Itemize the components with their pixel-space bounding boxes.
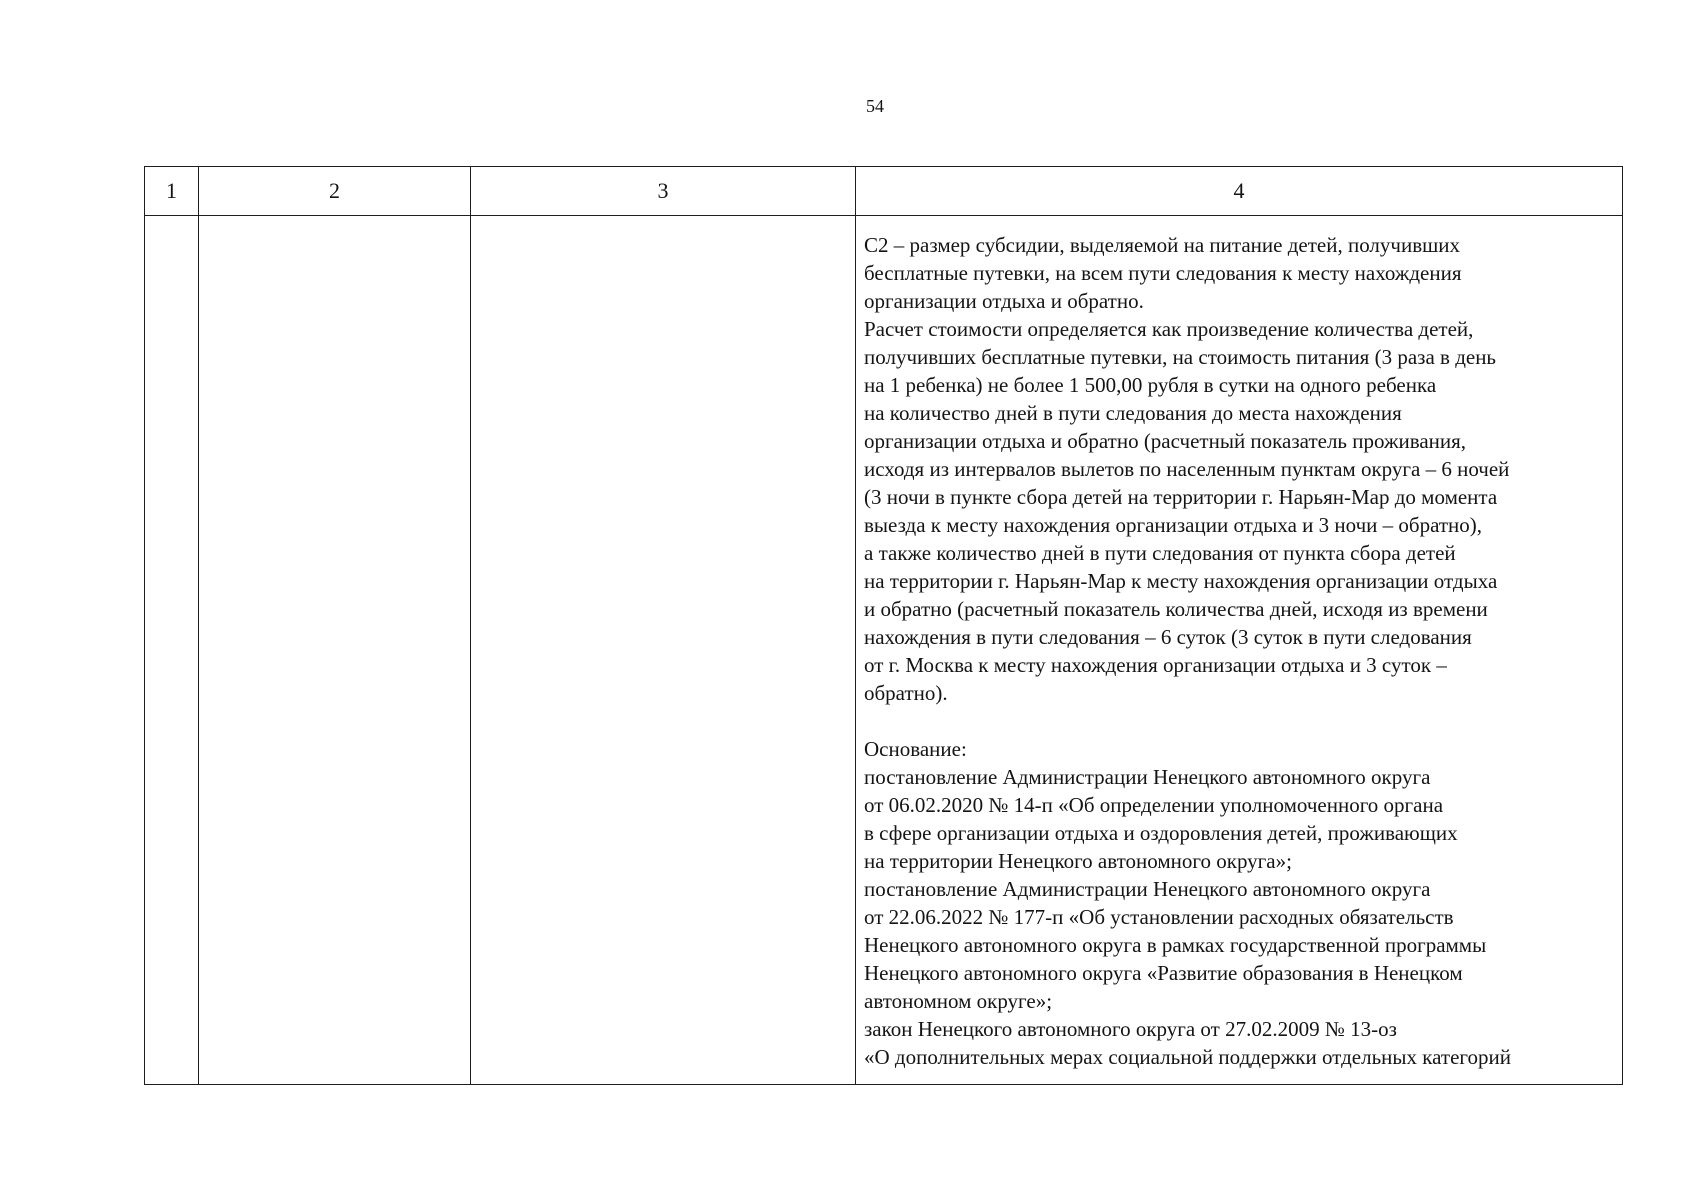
- header-cell-3: 3: [471, 167, 856, 216]
- header-cell-4: 4: [856, 167, 1623, 216]
- text-line: на территории Ненецкого автономного округа»;: [864, 849, 1292, 873]
- table-row: [145, 216, 1623, 1085]
- text-line: закон Ненецкого автономного округа от 27.02.2009 № 13-оз: [864, 1017, 1397, 1041]
- text-line: от 06.02.2020 № 14-п «Об определении уполномоченного органа: [864, 793, 1444, 817]
- text-line: а также количество дней в пути следования от пункта сбора детей: [864, 541, 1456, 565]
- text-line: Ненецкого автономного округа «Развитие образования в Ненецком: [864, 961, 1463, 985]
- document-table: [144, 166, 1623, 1085]
- header-cell-1: 1: [145, 167, 199, 216]
- text-line: на количество дней в пути следования до места нахождения: [864, 401, 1402, 425]
- header-cell-2: 2: [199, 167, 471, 216]
- text-line: нахождения в пути следования – 6 суток (3 суток в пути следования: [864, 625, 1472, 649]
- table-header-row: [145, 167, 1623, 216]
- paragraph-gap: [864, 707, 1614, 735]
- text-line: «О дополнительных мерах социальной поддержки отдельных категорий: [864, 1045, 1511, 1069]
- text-line: исходя из интервалов вылетов по населенным пунктам округа – 6 ночей: [864, 457, 1510, 481]
- text-line: Расчет стоимости определяется как произведение количества детей,: [864, 317, 1474, 341]
- text-line: обратно).: [864, 681, 948, 705]
- text-line: автономном округе»;: [864, 989, 1053, 1013]
- text-line: от 22.06.2022 № 177-п «Об установлении расходных обязательств: [864, 905, 1454, 929]
- text-line: выезда к месту нахождения организации отдыха и 3 ночи – обратно),: [864, 513, 1483, 537]
- text-line: получивших бесплатные путевки, на стоимость питания (3 раза в день: [864, 345, 1497, 369]
- text-line: бесплатные путевки, на всем пути следования к месту нахождения: [864, 261, 1462, 285]
- cell-col-4-text: [856, 216, 1622, 1071]
- text-line: от г. Москва к месту нахождения организации отдыха и 3 суток –: [864, 653, 1447, 677]
- cell-col-4: [856, 216, 1623, 1085]
- cell-col-2: [199, 216, 471, 1085]
- text-line: на территории г. Нарьян-Мар к месту нахождения организации отдыха: [864, 569, 1498, 593]
- text-line: С2 – размер субсидии, выделяемой на питание детей, получивших: [864, 233, 1461, 257]
- cell-col-3: [471, 216, 856, 1085]
- text-line: на 1 ребенка) не более 1 500,00 рубля в сутки на одного ребенка: [864, 373, 1437, 397]
- text-line: (3 ночи в пункте сбора детей на территории г. Нарьян-Мар до момента: [864, 485, 1498, 509]
- text-line: постановление Администрации Ненецкого автономного округа: [864, 877, 1431, 901]
- text-line: в сфере организации отдыха и оздоровления детей, проживающих: [864, 821, 1458, 845]
- text-line: и обратно (расчетный показатель количества дней, исходя из времени: [864, 597, 1488, 621]
- page-number: 54: [866, 96, 884, 116]
- basis-heading: Основание:: [864, 737, 967, 761]
- text-line: организации отдыха и обратно.: [864, 289, 1144, 313]
- cell-col-1: [145, 216, 199, 1085]
- text-line: организации отдыха и обратно (расчетный показатель проживания,: [864, 429, 1467, 453]
- text-line: Ненецкого автономного округа в рамках государственной программы: [864, 933, 1487, 957]
- text-line: постановление Администрации Ненецкого автономного округа: [864, 765, 1431, 789]
